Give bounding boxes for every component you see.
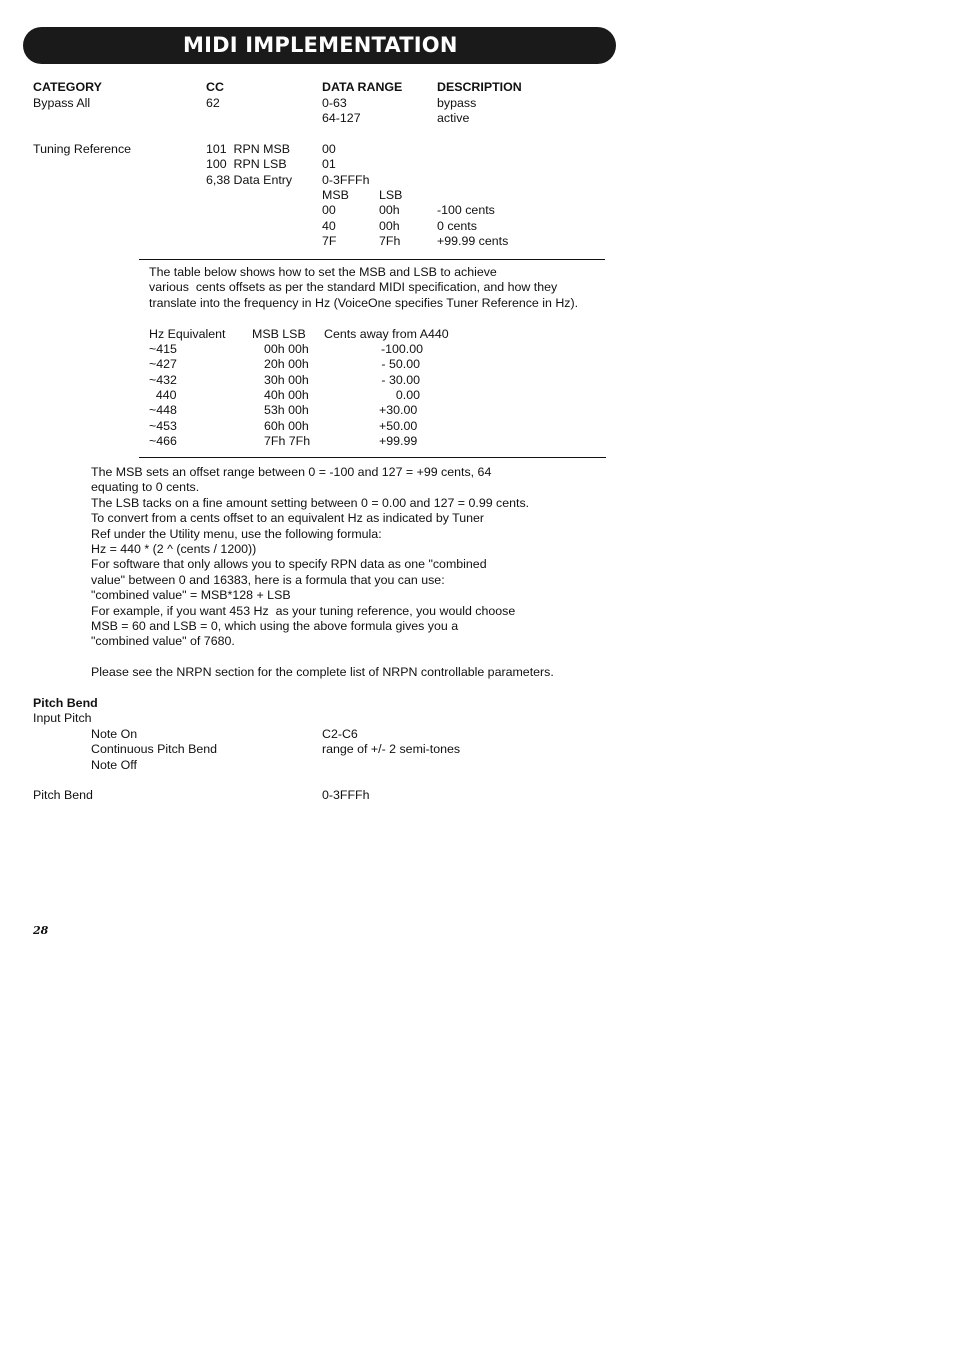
pitch-bend-label: Pitch Bend	[33, 788, 93, 802]
box-top-rule	[139, 259, 605, 260]
tuning-range-1: 00	[322, 142, 336, 156]
note-line-12: "combined value" of 7680.	[91, 634, 235, 648]
tuning-msb-header: MSB	[322, 188, 349, 202]
tuning-msb-2: 40	[322, 219, 336, 233]
table-row-cents: - 50.00	[381, 357, 420, 371]
note-line-1: The MSB sets an offset range between 0 = -100 and 127 = +99 cents, 64	[91, 465, 492, 479]
tuning-category: Tuning Reference	[33, 142, 132, 156]
bypass-range-2: 64-127	[322, 111, 361, 125]
table-row-msblsb: 7Fh 7Fh	[264, 434, 311, 448]
pitch-bend-value: 0-3FFFh	[322, 788, 370, 802]
bypass-cc: 62	[206, 96, 220, 110]
table-row-cents: +30.00	[379, 403, 418, 417]
tuning-cc-1: 101 RPN MSB	[206, 142, 291, 156]
tuning-lsb-2: 00h	[379, 219, 400, 233]
bypass-category: Bypass All	[33, 96, 91, 110]
page-number: 28	[33, 924, 49, 937]
tuning-msb-1: 00	[322, 203, 336, 217]
tuning-range-2: 01	[322, 157, 336, 171]
box-bottom-rule	[139, 457, 606, 458]
table-row-hz: ~466	[149, 434, 177, 448]
box-header-cents: Cents away from A440	[324, 327, 449, 341]
page-title: MIDI IMPLEMENTATION	[183, 33, 458, 57]
column-header-cc: CC	[206, 80, 224, 94]
table-row-msblsb: 00h 00h	[264, 342, 309, 356]
box-intro-line-2: various cents offsets as per the standard MIDI specification, and how they	[149, 280, 558, 294]
column-header-category: CATEGORY	[33, 80, 102, 94]
bypass-desc-1: bypass	[437, 96, 477, 110]
tuning-desc-3: +99.99 cents	[437, 234, 509, 248]
table-row-msblsb: 20h 00h	[264, 357, 309, 371]
table-row-hz: ~432	[149, 373, 177, 387]
table-row-hz: ~427	[149, 357, 177, 371]
column-header-data-range: DATA RANGE	[322, 80, 403, 94]
table-row-hz: ~415	[149, 342, 177, 356]
table-row-msblsb: 53h 00h	[264, 403, 309, 417]
tuning-range-3: 0-3FFFh	[322, 173, 370, 187]
table-row-msblsb: 40h 00h	[264, 388, 309, 402]
table-row-hz: 440	[149, 388, 177, 402]
tuning-lsb-header: LSB	[379, 188, 403, 202]
note-line-5: Ref under the Utility menu, use the following formula:	[91, 527, 382, 541]
note-line-3: The LSB tacks on a fine amount setting between 0 = 0.00 and 127 = 0.99 cents.	[91, 496, 530, 510]
note-line-2: equating to 0 cents.	[91, 480, 200, 494]
pitch-row-value: range of +/- 2 semi-tones	[322, 742, 461, 756]
tuning-msb-3: 7F	[322, 234, 337, 248]
bypass-range-1: 0-63	[322, 96, 347, 110]
table-row-hz: ~453	[149, 419, 177, 433]
pitch-row-label: Note Off	[91, 758, 137, 772]
tuning-desc-2: 0 cents	[437, 219, 477, 233]
box-header-hz: Hz Equivalent	[149, 327, 226, 341]
pitch-row-value: C2-C6	[322, 727, 358, 741]
table-row-msblsb: 60h 00h	[264, 419, 309, 433]
table-row-cents: +50.00	[379, 419, 418, 433]
note-line-9: "combined value" = MSB*128 + LSB	[91, 588, 291, 602]
table-row-hz: ~448	[149, 403, 177, 417]
bypass-desc-2: active	[437, 111, 470, 125]
pitch-row-label: Note On	[91, 727, 138, 741]
box-header-msblsb: MSB LSB	[252, 327, 306, 341]
table-row-cents: 0.00	[395, 388, 420, 402]
pitch-row-label: Continuous Pitch Bend	[91, 742, 218, 756]
table-row-cents: - 30.00	[381, 373, 420, 387]
note-line-10: For example, if you want 453 Hz as your tuning reference, you would choose	[91, 604, 516, 618]
box-intro-line-3: translate into the frequency in Hz (VoiceOne specifies Tuner Reference in Hz).	[149, 296, 579, 310]
column-header-description: DESCRIPTION	[437, 80, 522, 94]
table-row-cents: +99.99	[379, 434, 418, 448]
note-line-11: MSB = 60 and LSB = 0, which using the above formula gives you a	[91, 619, 459, 633]
table-row-cents: -100.00	[380, 342, 423, 356]
note-line-6: Hz = 440 * (2 ^ (cents / 1200))	[91, 542, 257, 556]
tuning-lsb-1: 00h	[379, 203, 400, 217]
note-line-7: For software that only allows you to specify RPN data as one "combined	[91, 557, 487, 571]
nrpn-note: Please see the NRPN section for the complete list of NRPN controllable parameters.	[91, 665, 554, 679]
tuning-cc-3: 6,38 Data Entry	[206, 173, 293, 187]
tuning-desc-1: -100 cents	[437, 203, 495, 217]
tuning-lsb-3: 7Fh	[379, 234, 401, 248]
note-line-8: value" between 0 and 16383, here is a formula that you can use:	[91, 573, 445, 587]
tuning-cc-2: 100 RPN LSB	[206, 157, 287, 171]
note-line-4: To convert from a cents offset to an equivalent Hz as indicated by Tuner	[91, 511, 485, 525]
page-header-bar	[23, 27, 616, 64]
box-intro-line-1: The table below shows how to set the MSB and LSB to achieve	[149, 265, 497, 279]
input-pitch-label: Input Pitch	[33, 711, 92, 725]
pitch-bend-heading: Pitch Bend	[33, 696, 98, 710]
table-row-msblsb: 30h 00h	[264, 373, 309, 387]
